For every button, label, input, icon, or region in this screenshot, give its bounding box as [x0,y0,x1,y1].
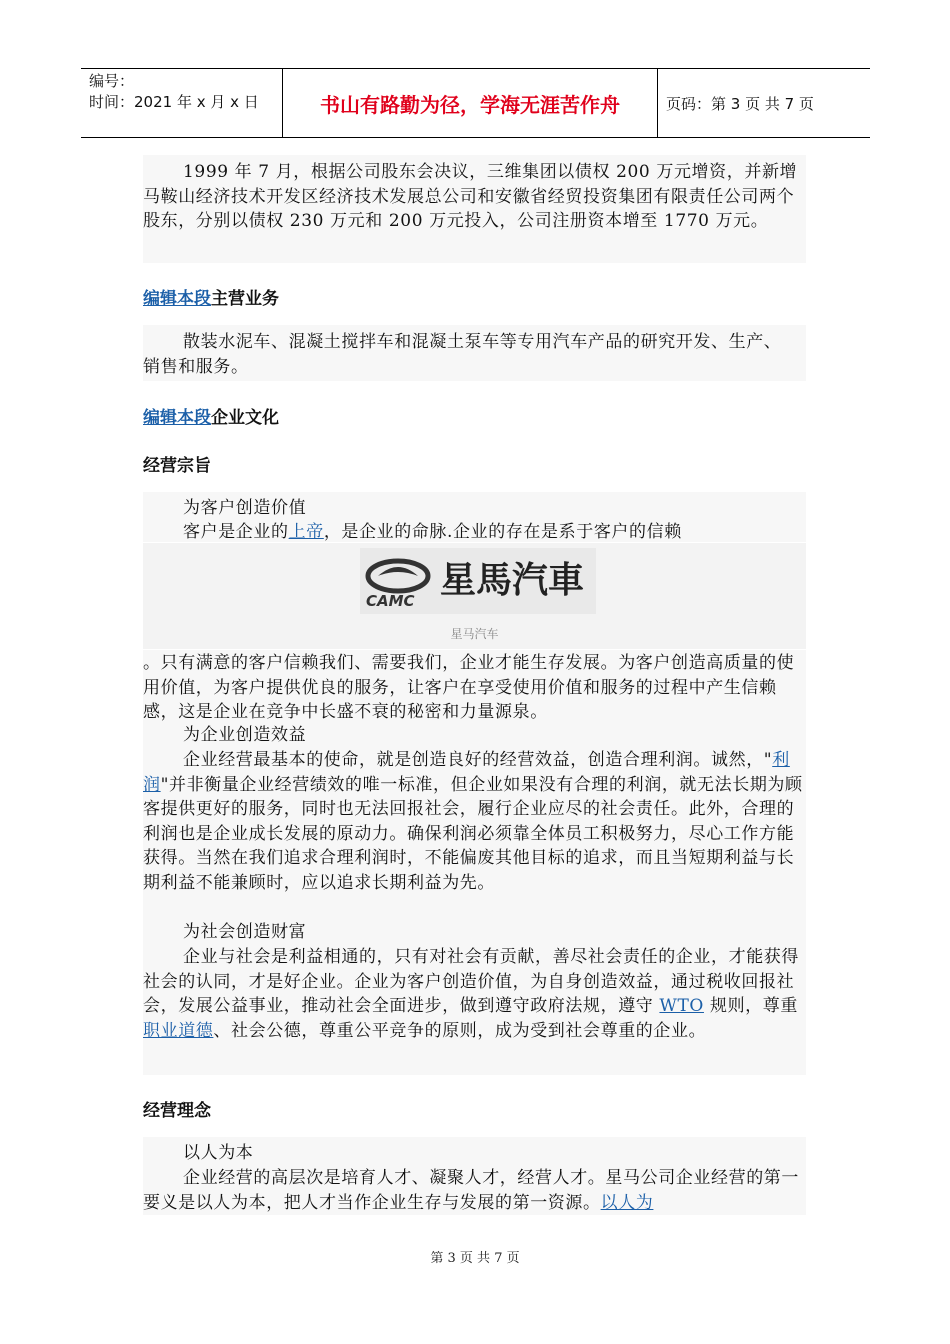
text-span: 规则，尊重 [703,996,798,1016]
logo-text-en: CAMC [366,592,415,610]
paragraph-social-wealth [143,945,803,1043]
paragraph-customer-value [143,520,798,545]
page-header [81,68,870,138]
item-title-social-wealth: 为社会创造财富 [183,922,307,942]
item-title-customer-value: 为客户创造价值 [183,498,307,518]
text-span: 、社会公德，尊重公平竞争的原则，成为受到社会尊重的企业。 [213,1020,707,1041]
subheading-philosophy: 经营理念 [143,1101,211,1121]
section-title: 主营业务 [211,289,279,309]
text-span: 企业经营最基本的使命，就是创造良好的经营效益，创造合理利润。诚然，" [183,750,773,770]
link-professional-ethics[interactable]: 职业道德 [143,1020,214,1041]
header-page-number: 页码：第 3 页 共 7 页 [666,94,814,113]
link-wto[interactable]: WTO [659,996,704,1016]
logo-text-cn: 星馬汽車 [440,559,585,601]
section-title: 企业文化 [211,408,279,428]
paragraph-enterprise-benefit [143,748,803,895]
section-heading-culture [143,403,279,428]
paragraph-business: 散装水泥车、混凝土搅拌车和混凝土泵车等专用汽车产品的研究开发、生产、销售和服务。 [143,332,782,377]
link-people-oriented[interactable]: 以人为 [600,1192,654,1213]
item-title-people-oriented: 以人为本 [183,1143,254,1163]
text-span: "并非衡量企业经营绩效的唯一标准，但企业如果没有合理的利润，就无法长期为顾客提供更好的服务，同时也无法回报社会，履行企业应尽的社会责任。此外，合理的利润也是企业成长发展的原动力。确保利润必须靠全体员工积极努力，尽心工作方能获得。当然在我们追求合理利润时，不能偏废其他目标的追求，而且当短期利益与长期利益不能兼顾时，应以追求长期利益为先。 [143,774,803,893]
section-heading-main-business [143,284,279,309]
image-caption: 星马汽车 [450,627,499,641]
link-profit[interactable]: 利润 [143,750,790,795]
edit-section-link[interactable]: 编辑本段 [143,408,211,428]
item-title-enterprise-benefit: 为企业创造效益 [183,725,307,745]
text-span: 企业与社会是利益相通的，只有对社会有贡献，善尽社会责任的企业，才能获得社会的认同，才是好企业。企业为客户创造价值，为自身创造效益，通过税收回报社会，发展公益事业，推动社会全面进步，做到遵守政府法规，遵守 [143,947,799,1016]
text-span: ，是企业的命脉.企业的存在是系于客户的信赖 [323,522,682,542]
camc-logo-icon [360,548,596,614]
camc-logo-image [360,548,596,614]
link-god[interactable]: 上帝 [288,522,324,542]
paragraph-history: 1999 年 7 月，根据公司股东会决议，三维集团以债权 200 万元增资，并新增马鞍山经济技术开发区经济技术发展总公司和安徽省经贸投资集团有限责任公司两个股东，分别以债权 230 万元和 200 万元投入，公司注册资本增至 1770 万元。 [143,162,798,231]
text-span: 企业经营的高层次是培育人才、凝聚人才，经营人才。星马公司企业经营的第一要义是以人为本，把人才当作企业生存与发展的第一资源。 [143,1168,799,1213]
paragraph-customer-value-cont: 。只有满意的客户信赖我们、需要我们，企业才能生存发展。为客户创造高质量的使用价值，为客户提供优良的服务，让客户在享受使用价值和服务的过程中产生信赖感，这是企业在竞争中长盛不衰的秘密和力量源泉。 [143,653,795,722]
paragraph-people-oriented [143,1166,803,1215]
text-span: 客户是企业的 [183,522,289,542]
subheading-purpose: 经营宗旨 [143,456,211,476]
header-motto: 书山有路勤为径，学海无涯苦作舟 [283,69,658,137]
header-meta [81,69,283,137]
doc-time-label: 时间：2021 年 x 月 x 日 [89,93,259,111]
edit-section-link[interactable]: 编辑本段 [143,289,211,309]
page-footer: 第 3 页 共 7 页 [430,1251,520,1266]
doc-number-label: 编号： [89,72,135,90]
